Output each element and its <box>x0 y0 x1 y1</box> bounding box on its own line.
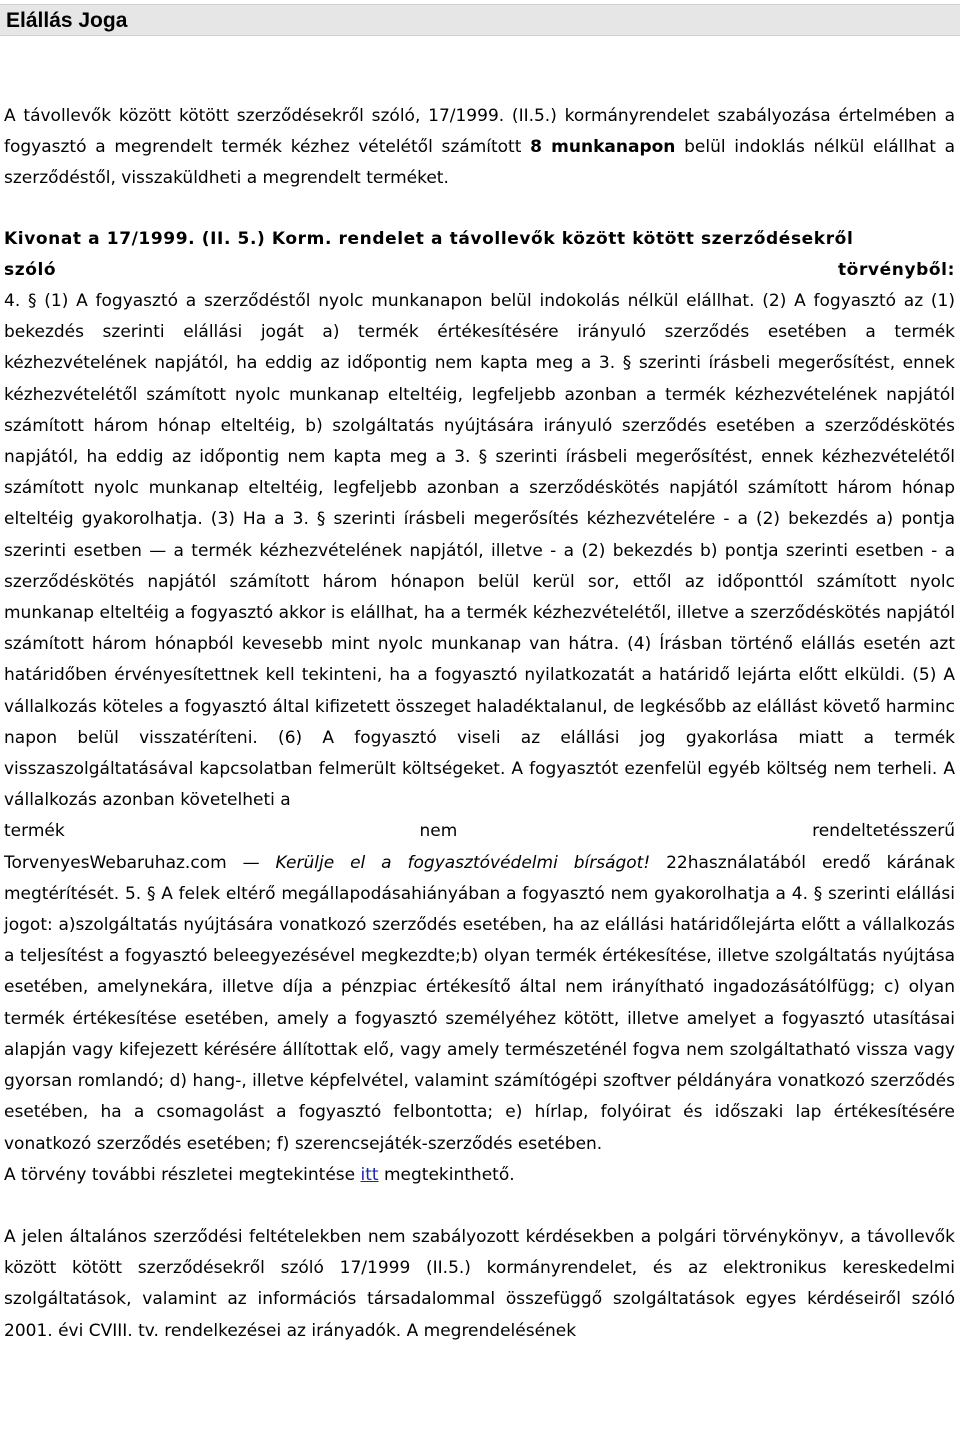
row-word-left: termék <box>4 821 65 842</box>
justified-row <box>4 816 955 847</box>
row-word-right: rendeltetésszerű <box>812 821 956 842</box>
document-body <box>4 101 955 1347</box>
extract-heading-right: törvényből: <box>837 259 955 280</box>
intro-text-start: A távollevők között kötött szerződésekről szóló, 17/1999. (II.5.) kormányrendelet szabályozása értelmében a fogyasztó a megrendelt termék kézhez vételétől számított <box>4 106 955 158</box>
intro-paragraph <box>4 101 955 195</box>
intro-text-end: belül indoklás nélkül elállhat a szerződéstől, visszaküldheti a megrendelt terméket. <box>4 137 956 189</box>
closing-paragraph: A jelen általános szerződési feltételekben nem szabályozott kérdésekben a polgári törvénykönyv, a távollevők között kötött szerződésekről szóló 17/1999 (II.5.) kormányrendelet, és az elektronikus kereskedelmi szolgáltatások, valamint az információs társadalommal összefüggő szolgáltatások egyes kérdéseiről szóló 2001. évi CVIII. tv. rendelkezései az irányadók. A megrendelésének <box>4 1226 955 1341</box>
law-extract-paragraph <box>4 224 955 1191</box>
em-dash: — <box>242 852 260 873</box>
site-name: TorvenyesWebaruhaz.com <box>4 852 227 873</box>
intro-deadline-bold: 8 munkanapon <box>530 137 676 158</box>
law-details-link[interactable]: itt <box>360 1164 379 1185</box>
slogan: Kerülje el a fogyasztóvédelmi bírságot! <box>275 852 651 873</box>
law-section-4-text: 4. § (1) A fogyasztó a szerződéstől nyolc munkanapon belül indokolás nélkül elállhat. (2) A fogyasztó az (1) bekezdés szerinti elállási jogát a) termék értékesítésére irányuló szerződés esetében a termék kézhezvételének napjától, ha eddig az időpontig nem kapta meg a 3. § szerinti írásbeli megerősítést, ennek kézhezvételétől számított nyolc munkanap elteltéig, legfeljebb azonban a termék kézhezvételének napjától számított három hónap elteltéig, b) szolgáltatás nyújtására irányuló szerződés esetében a szerződéskötés napjától, ha eddig az időpontig nem kapta meg a 3. § szerinti írásbeli megerősítést, ennek kézhezvételétől számított nyolc munkanap elteltéig, legfeljebb azonban a szerződéskötés napjától számított három hónap elteltéig gyakorolhatja. (3) Ha a 3. § szerinti írásbeli megerősítés kézhezvételére - a (2) bekezdés a) pontja szerinti esetben — a termék kézhezvételének napjától, illetve - a (2) bekezdés b) pontja szerinti esetben - a szerződéskötés napjától számított három hónapon belül kerül sor, ettől az időponttól számított nyolc munkanap elteltéig a fogyasztó akkor is elállhat, ha a termék kézhezvételétől, illetve a szerződéskötés napjától számított három hónapból kevesebb mint nyolc munkanap van hátra. (4) Írásban történő elállás esetén azt határidőben érvényesítettnek kell tekinteni, ha a fogyasztó nyilatkozatát a határidő lejárta előtt elküldi. (5) A vállalkozás köteles a fogyasztó által kifizetett összeget haladéktalanul, de legkésőbb az elállást követő harminc napon belül visszatéríteni. (6) A fogyasztó viseli az elállási jog gyakorlása miatt a termék visszaszolgáltatásával kapcsolatban felmerült költségeket. A fogyasztót ezenfelül egyéb költség nem terheli. A vállalkozás azonban követelheti a <box>4 291 955 811</box>
extract-heading-left: szóló <box>4 259 57 280</box>
law-section-5-text: 22használatából eredő kárának megtérítését. 5. § A felek eltérő megállapodásahiányában a fogyasztó nem gyakorolhatja a 4. § szerinti elállási jogot: a)szolgáltatás nyújtására vonatkozó szerződés esetében, ha az elállási határidőlejárta előtt a vállalkozás a teljesítést a fogyasztó beleegyezésével megkezdte;b) olyan termék értékesítése, illetve szolgáltatás nyújtása esetében, amelynekára, illetve díja a pénzpiac értékesítő által nem irányítható ingadozásátólfügg; c) olyan termék értékesítése esetében, amely a fogyasztó személyéhez kötött, illetve amelyet a fogyasztó utasításai alapján vagy kifejezett kérésére állítottak elő, vagy amely természeténél fogva nem szolgáltatható vissza vagy gyorsan romlandó; d) hang-, illetve képfelvétel, valamint számítógépi szoftver példányára vonatkozó szerződés esetében, ha a csomagolást a fogyasztó felbontotta; e) hírlap, folyóirat és időszaki lap értékesítésére vonatkozó szerződés esetében; f) szerencsejáték-szerződés esetében. <box>4 852 955 1154</box>
extract-heading: Kivonat a 17/1999. (II. 5.) Korm. rendelet a távollevők között kötött szerződésekről <box>4 228 854 249</box>
row-word-mid: nem <box>419 821 458 842</box>
title-bar <box>0 4 960 36</box>
extract-heading-last-line <box>4 255 955 286</box>
more-info-text-end: megtekinthető. <box>383 1164 515 1185</box>
more-info-text: A törvény további részletei megtekintése <box>4 1164 356 1185</box>
page-title: Elállás Joga <box>6 9 128 32</box>
